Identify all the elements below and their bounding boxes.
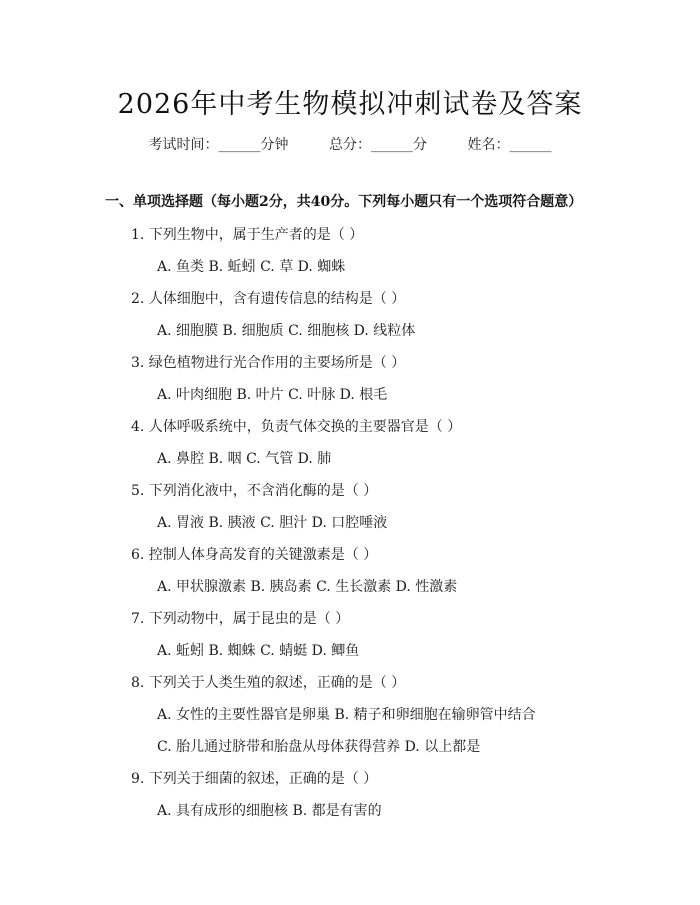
question-options: A. 具有成形的细胞核 B. 都是有害的 xyxy=(157,803,382,819)
question-stem: 2. 人体细胞中，含有遗传信息的结构是（ ） xyxy=(131,291,406,307)
exam-meta xyxy=(0,134,700,154)
question-stem: 6. 控制人体身高发育的关键激素是（ ） xyxy=(131,547,378,563)
question-options: A. 鼻腔 B. 咽 C. 气管 D. 肺 xyxy=(157,451,332,467)
total-score-field: 总分：______分 xyxy=(329,137,427,153)
question-stem: 8. 下列关于人类生殖的叙述，正确的是（ ） xyxy=(131,675,406,691)
question-stem: 3. 绿色植物进行光合作用的主要场所是（ ） xyxy=(131,355,406,371)
question-options: A. 叶肉细胞 B. 叶片 C. 叶脉 D. 根毛 xyxy=(157,387,388,403)
exam-time-field: 考试时间：______分钟 xyxy=(148,137,289,153)
question-stem: 5. 下列消化液中，不含消化酶的是（ ） xyxy=(131,483,378,499)
question-stem: 7. 下列动物中，属于昆虫的是（ ） xyxy=(131,611,350,627)
question-options: A. 女性的主要性器官是卵巢 B. 精子和卵细胞在输卵管中结合 xyxy=(157,707,536,723)
question-stem: 9. 下列关于细菌的叙述，正确的是（ ） xyxy=(131,771,378,787)
question-stem: 4. 人体呼吸系统中，负责气体交换的主要器官是（ ） xyxy=(131,419,462,435)
question-stem: 1. 下列生物中，属于生产者的是（ ） xyxy=(131,227,364,243)
section-heading: 一、单项选择题（每小题2分，共40分。下列每小题只有一个选项符合题意） xyxy=(105,194,583,210)
question-options: A. 蚯蚓 B. 蜘蛛 C. 蜻蜓 D. 鲫鱼 xyxy=(157,643,360,659)
question-options: A. 细胞膜 B. 细胞质 C. 细胞核 D. 线粒体 xyxy=(157,323,416,339)
question-options: A. 胃液 B. 胰液 C. 胆汁 D. 口腔唾液 xyxy=(157,515,388,531)
question-options: A. 甲状腺激素 B. 胰岛素 C. 生长激素 D. 性激素 xyxy=(157,579,458,595)
question-options: A. 鱼类 B. 蚯蚓 C. 草 D. 蜘蛛 xyxy=(157,259,346,275)
page-title: 2026年中考生物模拟冲刺试卷及答案 xyxy=(117,89,583,120)
question-options: C. 胎儿通过脐带和胎盘从母体获得营养 D. 以上都是 xyxy=(157,739,481,755)
student-name-field: 姓名：______ xyxy=(467,137,552,153)
